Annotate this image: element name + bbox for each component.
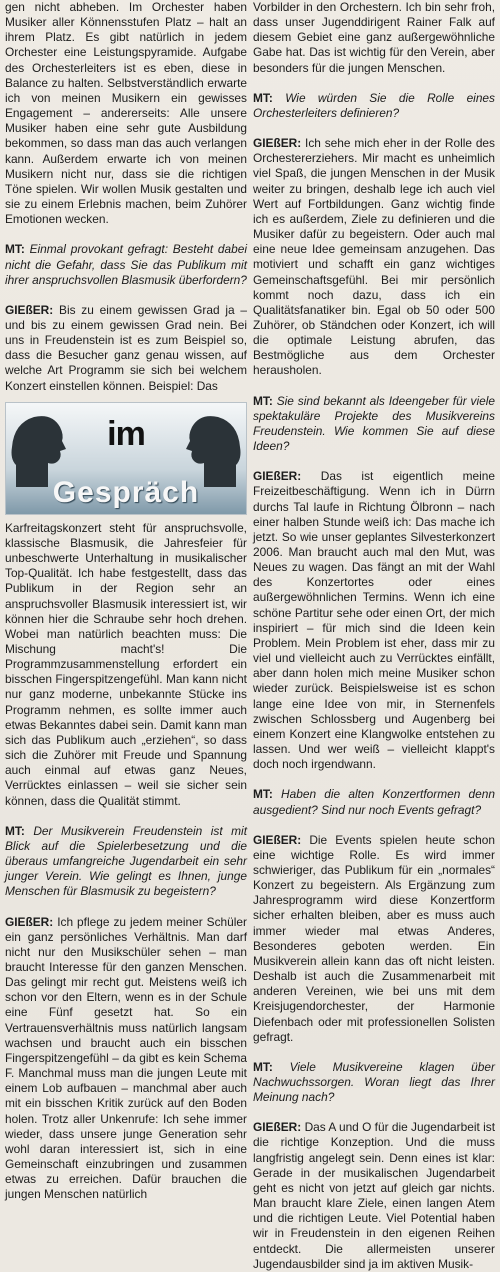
- paragraph: Karfreitagskonzert steht für anspruchsvolle, klassische Blasmusik, die Jahresfeier für unbeschwerte Unterhaltung in musikalischer Top-Qualität. Ich habe festgestellt, dass das Publikum in der Region sehr an anspruchsvoller Blasmusik interessiert ist, wir können hier die Schraube sehr hoch drehen. Wobei man natürlich beachten muss: Die Mischung macht's! Die Programmzusammenstellung erfordert ein bisschen Fingerspitzengefühl. Man kann nicht nur ganz moderne, unbekannte Stücke ins Programm nehmen, es sollte immer auch etwas Bekanntes dabei sein. Damit kann man sich das Publikum auch „erziehen“, so dass sich die Zuhörer mit Freude und Spannung auch einmal auf etwas ganz Neues, Verrücktes einlassen – weil sie sicher sein können, dass die Qualität stimmt.: [5, 520, 247, 808]
- interview-answer: [253, 1120, 495, 1272]
- answer-text: Ich sehe mich eher in der Rolle des Orchestererziehers. Mir macht es unheimlich viel Spaß, die jungen Menschen in der Musik weiter zu bringen, deshalb lege ich auch viel Wert auf Fortbildungen. Ganz wichtig finde ich es außerdem, Ziele zu definieren und die Musiker dafür zu begeistern. Oder auch mal eine neue Idee gemeinsam anzugehen. Das motiviert und schafft ein ganz wichtiges Gemeinschaftsgefühl. Bei mir persönlich kommt noch dazu, dass ich ein Qualitätsfanatiker bin. Egal ob 50 oder 500 Zuhörer, ob Ständchen oder Konzert, ich will die optimale Leistung abrufen, das Bestmögliche aus dem Orchester herausholen.: [253, 136, 495, 378]
- column-right: [253, 0, 495, 1272]
- interview-question: [5, 824, 247, 900]
- answer-text: Die Events spielen heute schon eine wichtige Rolle. Es wird immer schwieriger, das Publikum für ein „normales“ Konzert zu begeistern. Als Ergänzung zum Jahresprogramm wird diese Konzertform sicher erhalten bleiben, aber es muss auch immer wieder mal etwas Anderes, Besonderes geboten werden. Ein Musikverein allein kann das oft nicht leisten. Deshalb ist auch die Zusammenarbeit mit anderen Vereinen, wie bei uns mit dem Kreisjugendorchester, der Harmonie Diefenbach oder mit professionellen Solisten gefragt.: [253, 832, 496, 1044]
- interview-answer: [253, 136, 495, 379]
- banner-title-gespraech: Gespräch: [52, 475, 200, 509]
- answer-text: Bis zu einem gewissen Grad ja – und bis zu einem gewissen Grad nein. Bei uns in Freudenstein ist es zum Beispiel so, dass die Besucher ganz genau wissen, auf welche Art Programm sie sich bei welchem Konzert einstellen können. Beispiel: Das: [5, 302, 247, 393]
- question-text: Sie sind bekannt als Ideengeber für viele spektakuläre Projekte des Musikvereins Freudenstein. Wie kommen Sie auf diese Ideen?: [253, 393, 495, 454]
- speaker-label: GIEßER:: [253, 832, 302, 847]
- question-text: Einmal provokant gefragt: Besteht dabei nicht die Gefahr, dass Sie das Publikum mit ihrer anspruchsvollen Blasmusik überfordern?: [5, 242, 247, 287]
- speaker-label: MT:: [5, 242, 25, 257]
- speaker-label: GIEßER:: [5, 914, 54, 929]
- interview-question: [253, 1060, 495, 1105]
- banner-title-im: im: [107, 414, 145, 453]
- interview-answer: [253, 469, 495, 772]
- question-text: Haben die alten Konzertformen denn ausgedient? Sind nur noch Events gefragt?: [253, 787, 495, 817]
- speaker-label: MT:: [5, 823, 25, 838]
- paragraph: gen nicht abheben. Im Orchester haben Musiker aller Könnensstufen Platz – halt an ihrem Platz. Es gibt natürlich in jedem Orchester eine Leistungspyramide. Aufgabe des Orchesterleiters ist es eben, diese in Balance zu halten. Selbstverständlich erwarte ich von meinen Musikern ein gewisses Engagement – andererseits: Alle unsere Musiker haben eine sehr gute Ausbildung bekommen, so dass man das auch verlangen kann. Außerdem erwarte ich von meinen Musikern nicht nur, dass sie die richtigen Töne spielen. Wir wollen Musik gestalten und sie zu einem Erlebnis machen, beim Zuhörer Emotionen wecken.: [5, 0, 247, 227]
- speaker-label: GIEßER:: [253, 136, 302, 151]
- interview-answer: [5, 915, 247, 1203]
- interview-question: [253, 91, 495, 121]
- interview-question: [5, 242, 247, 287]
- interview-question: [253, 787, 495, 817]
- im-gespraech-banner: [5, 402, 247, 515]
- column-left: [5, 0, 247, 1202]
- question-text: Wie würden Sie die Rolle eines Orchesterleiters definieren?: [253, 90, 495, 120]
- question-text: Viele Musikvereine klagen über Nachwuchssorgen. Woran liegt das Ihrer Meinung nach?: [253, 1059, 495, 1105]
- speaker-label: MT:: [253, 393, 273, 408]
- answer-text: Das ist eigentlich meine Freizeitbeschäftigung. Wenn ich in Dürrn durchs Tal laufe in Richtung Ölbronn – nach einer halben Stunde weiß ich: Das mache ich jetzt. So wie unser geplantes Silvesterkonzert 2006. Man braucht auch mal den Mut, was Neues zu wagen. Das fängt an mit der Wahl des Konzertortes oder eines außergewöhnlichen Termins. Wenn ich eine schöne Partitur sehe oder einen Ort, der mich inspiriert – für mich sind die Ideen kein Problem. Mein Problem ist eher, dass mir zu viel und vielleicht auch zu Verrücktes einfällt, aber dann holen mich meine Musiker schon wieder zurück. Beispielsweise ist es schon lange eine Idee von mir, in Sternenfels zwischen Schlossberg und Augenberg bei einem Konzert eine Klangwolke entstehen zu lassen. Und wer weiß – vielleicht klappt's doch noch irgendwann.: [253, 469, 495, 772]
- paragraph: Vorbilder in den Orchestern. Ich bin sehr froh, dass unser Jugenddirigent Rainer Falk auf diesem Gebiet eine ganz außergewöhnliche Gabe hat. Das ist wichtig für den Verein, aber besonders für die jungen Menschen.: [253, 0, 495, 75]
- question-text: Der Musikverein Freudenstein ist mit Blick auf die Spielerbesetzung und die überaus umfangreiche Jugendarbeit ein sehr junger Verein. Wie gelingt es Ihnen, junge Menschen für Blasmusik zu begeistern?: [5, 823, 247, 899]
- speaker-label: GIEßER:: [253, 1120, 302, 1135]
- interview-question: [253, 394, 495, 455]
- speaker-label: GIEßER:: [253, 469, 302, 484]
- speaker-label: MT:: [253, 787, 273, 802]
- speaker-label: GIEßER:: [5, 302, 54, 317]
- interview-answer: [253, 833, 495, 1045]
- answer-text: Ich pflege zu jedem meiner Schüler ein ganz persönliches Verhältnis. Man darf nicht nur den Musikschüler sehen – man braucht Interesse für den ganzen Menschen. Das gelingt mir recht gut. Meistens weiß ich schon vor den Eltern, wenn es in der Schule eine Fünf gesetzt hat. So ein Vertrauensverhältnis muss natürlich langsam wachsen und braucht auch ein bisschen Fingerspitzengefühl – da gibt es kein Schema F. Manchmal muss man die jungen Leute mit einem Lob aufbauen – manchmal aber auch mit ein bisschen Kritik zurück auf den Boden holen. Trotz aller Unkenrufe: Ich sehe immer wieder, dass unsere junge Generation sehr wohl daran interessiert ist, sich in eine Gemeinschaft einzubringen und zusammen etwas zu erreichen. Dafür brauchen die jungen Menschen natürlich: [5, 914, 247, 1202]
- interview-answer: [5, 303, 247, 394]
- answer-text: Das A und O für die Jugendarbeit ist die richtige Konzeption. Und die muss langfristig angelegt sein. Denn eines ist klar: Gerade in der musikalischen Jugendarbeit geht es nicht von jetzt auf gleich gar nichts. Man braucht klare Ziele, einen langen Atem und die richtigen Leute. Viel Potential haben wir in Freudenstein in den eigenen Reihen entdeckt. Die allermeisten unserer Jugendausbilder sind ja im aktiven Musik-: [253, 1120, 495, 1271]
- speaker-label: MT:: [253, 1059, 273, 1074]
- speaker-label: MT:: [253, 90, 273, 105]
